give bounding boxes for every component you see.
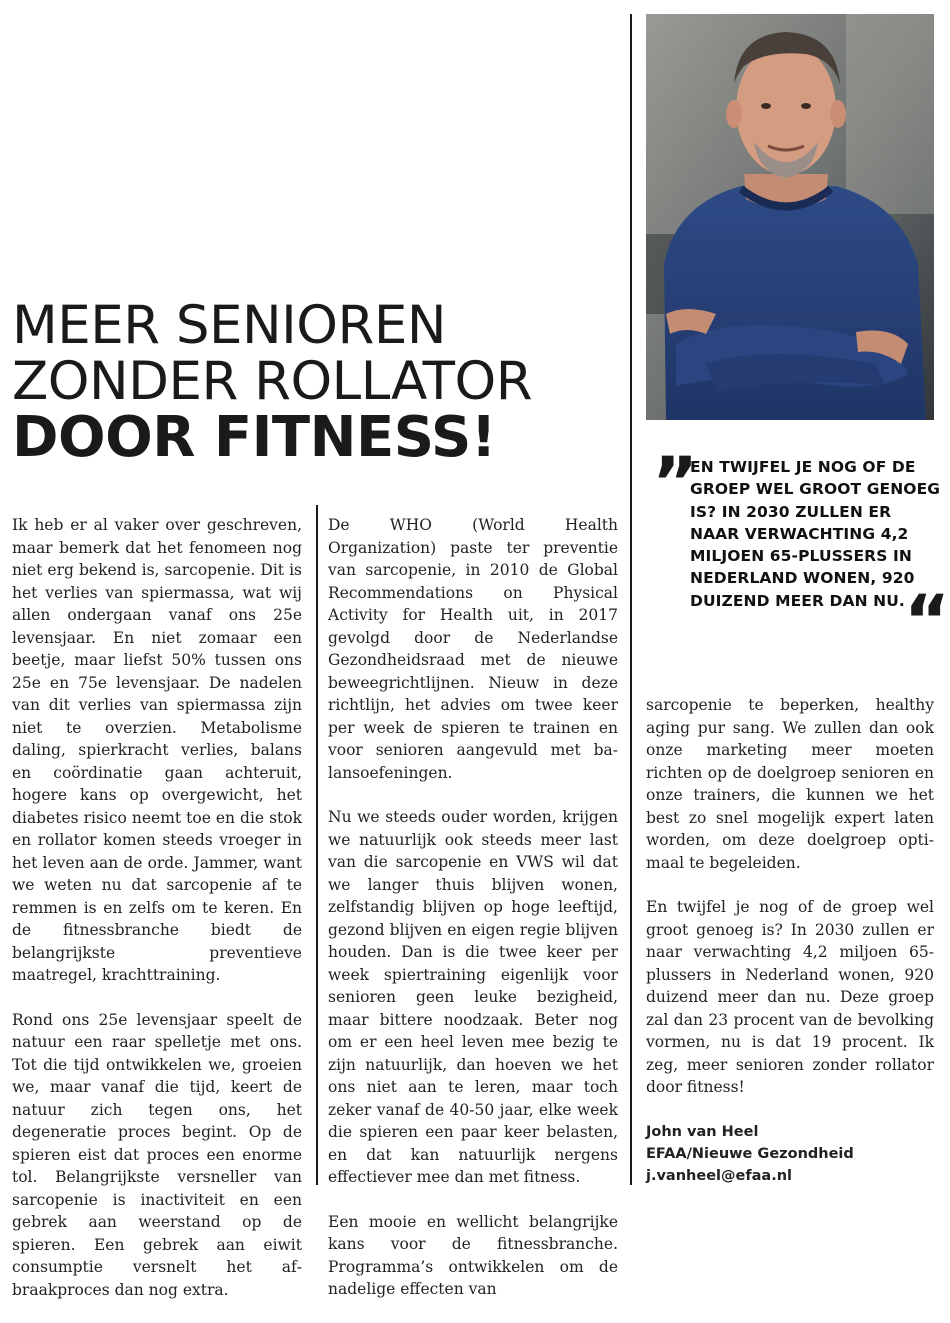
paragraph: Ik heb er al vaker over geschreven, maar bemerk dat het fenomeen nog niet erg bekend is, sarcopenie. Dit is het verlies van spiermassa, wat wij allen ondergaan vanaf ons 25e levensjaar. En niet zomaar een beetje, maar liefst 50% tussen ons 25e en 75e levensjaar. De nadelen van dit verlies van spiermassa zijn niet te overzien. Metabolisme daling, spierkracht verlies, balans en coördinatie gaan achteruit, hogere kans op overgewicht, het diabetes risico neemt toe en die stok en rollator komen steeds vroeger in het leven aan de orde. Jammer, want we weten nu dat sarcopenie af te remmen is en zelfs om te keren. En de fitnessbranche biedt de belangrijkste preventieve maatregel, krachttraining. — [12, 516, 302, 984]
quote-close-icon: “ — [904, 580, 950, 662]
author-organization: EFAA/Nieuwe Gezondheid — [646, 1145, 854, 1162]
author-signature — [646, 1121, 934, 1187]
paragraph: Nu we steeds ouder worden, krijgen we natuurlijk ook steeds meer last van die sarcopenie en VWS wil dat we langer thuis blijven wonen, zelfstandig blijven op hoge leeftijd, gezond blijven en eigen regie blijven houden. Dan is die twee keer per week spiertraining eigenlijk voor senioren geen leuke bezigheid, maar bittere noodzaak. Beter nog om er een heel leven mee bezig te zijn natuurlijk, dan hoeven we het ons niet aan te leren, maar toch zeker vanaf de 40-50 jaar, elke week die spieren een paar keer belasten, en dat kan natuurlijk nergens effectiever mee dan met fitness. — [328, 808, 618, 1186]
article-headline — [12, 295, 612, 470]
paragraph: Rond ons 25e levensjaar speelt de natuur een raar spelletje met ons. Tot die tijd ontwikkelen we, groeien we, maar vanaf die tijd, keert de natuur zich tegen ons, het degeneratie proces begint. Op de spieren eist dat proces een enorme tol. Belangrijkste versneller van sarcopenie is inactiviteit en een gebrek aan weerstand op de spieren. Een gebrek aan eiwit consumptie versnelt het afbraakproces dan nog extra. — [12, 1010, 302, 1299]
paragraph: sarcopenie te beperken, healthy aging pur sang. We zullen dan ook onze marketing meer moeten richten op de doelgroep senioren en onze trainers, die kunnen we het best zo snel mogelijk expert laten worden, om deze doelgroep optimaal te begeleiden. — [646, 696, 934, 872]
headline-line-1: MEER SENIOREN — [12, 295, 446, 356]
paragraph: Een mooie en wellicht belangrijke kans voor de fitnessbranche. Programma’s ontwikkelen om de nadelige effecten van — [328, 1212, 618, 1298]
author-photo — [646, 14, 934, 420]
author-email[interactable]: j.vanheel@efaa.nl — [646, 1167, 793, 1184]
headline-line-3: DOOR FITNESS! — [12, 405, 496, 470]
headline-line-2: ZONDER ROLLATOR — [12, 351, 533, 412]
article-column-3 — [646, 694, 934, 1187]
article-column-1 — [12, 514, 302, 1323]
column-divider-1 — [316, 505, 318, 1185]
portrait-illustration — [646, 14, 934, 420]
quote-open-icon: ” — [652, 442, 699, 524]
column-divider-2 — [630, 14, 632, 1185]
paragraph: De WHO (World Health Organization) paste ter preventie van sarcopenie, in 2010 de Global Recommendations on Physical Activity for Health uit, in 2017 gevolgd door de Nederlandse Gezondheidsraad met de nieuwe beweegrichtlijnen. Nieuw in deze richtlijn, het advies om twee keer per week de spieren te trainen en voor senioren aangevuld met balansoefeningen. — [328, 516, 618, 782]
author-name: John van Heel — [646, 1123, 759, 1140]
pull-quote: EN TWIJFEL JE NOG OF DE GROEP WEL GROOT GENOEG IS? IN 2030 ZULLEN ER NAAR VERWACHTING 4,2 MILJOEN 65-PLUSSERS IN NEDERLAND WONEN, 920 DUIZEND MEER DAN NU. — [690, 458, 941, 610]
article-column-2 — [328, 514, 618, 1323]
paragraph: En twijfel je nog of de groep wel groot genoeg is? In 2030 zullen er naar verwachting 4,2 miljoen 65-plussers in Nederland wonen, 920 duizend meer dan nu. Deze groep zal dan 23 procent van de bevolking vormen, nu is dat 19 procent. Ik zeg, meer senioren zonder rollator door fitness! — [646, 898, 934, 1096]
